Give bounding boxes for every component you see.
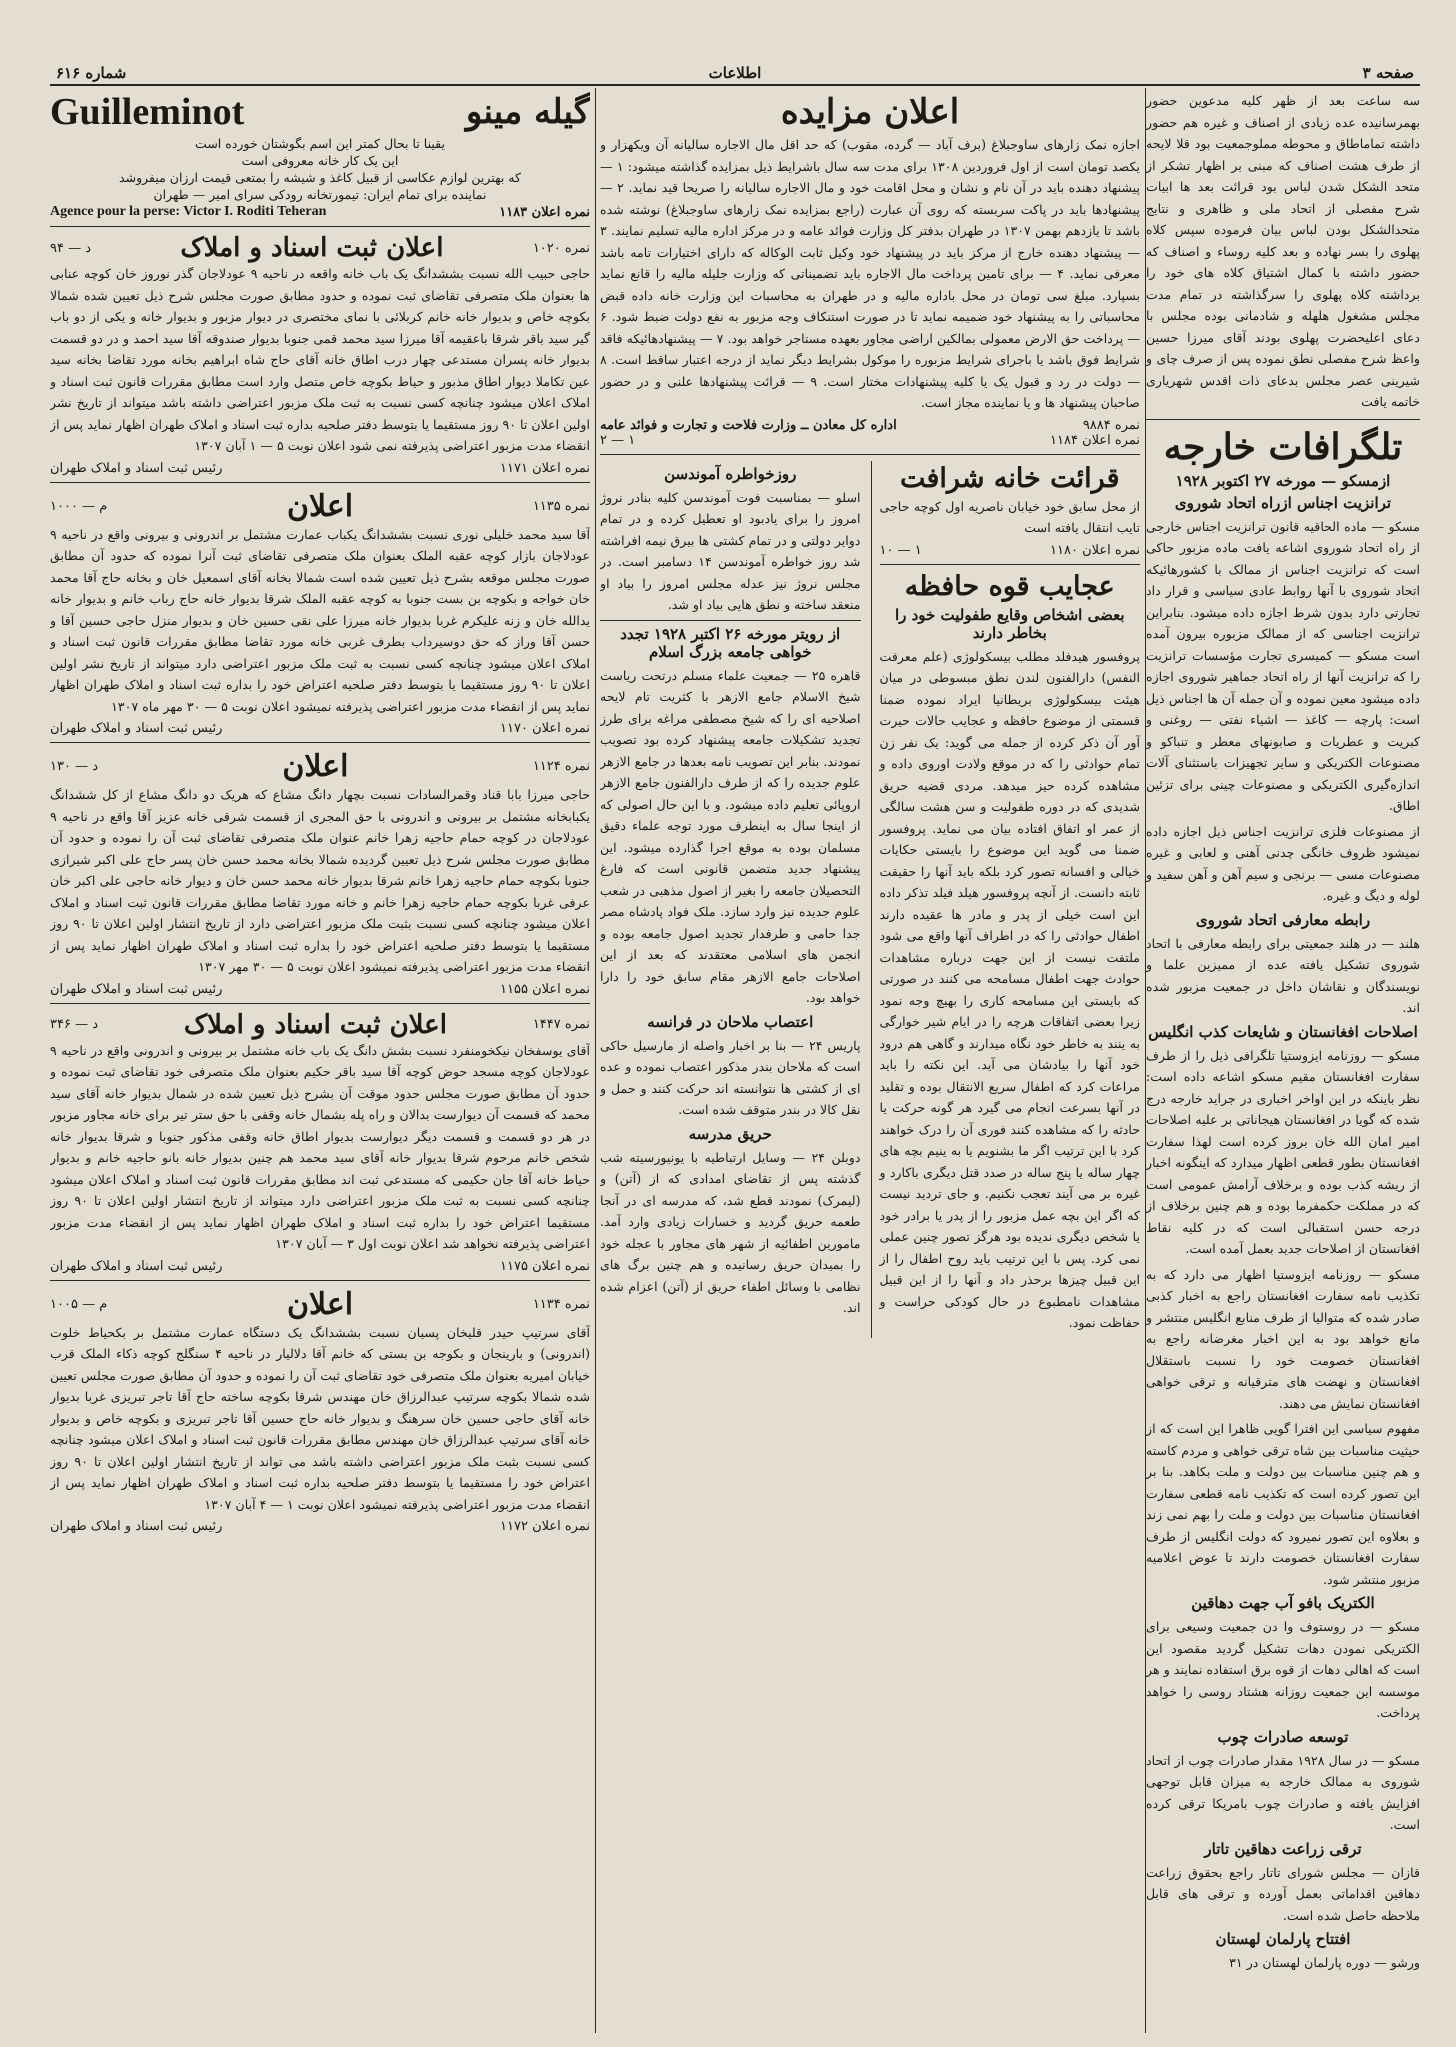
- afghanistan-headline: اصلاحات افغانستان و شایعات کذب انگلیس: [1148, 1022, 1418, 1041]
- sharafat-footer: [880, 543, 1141, 558]
- brand-persian: گیله مینو: [465, 92, 590, 132]
- transit-body: مسکو — ماده الحاقیه قانون ترانزیت اجناس خارجی از راه اتحاد شوروی اشاعه یافت ماده مزبور حاکی است که ترانزیت اجناس از ممالک با کشورهائیکه اتحاد شوروی با آنها روابط عادی سیاسی و قرار داد تجارتی دارد بدون شرط اجازه داده میشود. بنابراین ترانزیت اجناسی که از ممالک مزبوره بیرون آمده است مسکو — کمیسری تجارت مؤسسات ترانزیت را که ترانزیت آنها از راه اتحاد جماهیر شوروی اجازه داده میشود معین نموده و آن جمله آن ها اجناس ذیل است: پارچه — کاغذ — اشیاء نفتی — روغنی و کبریت و عطریات و صابونهای معطر و تنباکو و مصنوعات الکتریکی و سایر تجهیزات باستثنای آلات اندازه‌گیری الکتریکی و مصنوعات چینی برای تزئین اطاق.: [1146, 518, 1420, 813]
- brand-line-1: یقینا تا بحال کمتر این اسم بگوشتان خورده است: [195, 136, 445, 151]
- ad5-footer: [50, 1519, 590, 1534]
- ad2-signature: رئیس ثبت اسناد و املاک طهران: [50, 721, 223, 736]
- page-number: صفحه ۳: [1362, 64, 1414, 82]
- auction-title: اعلان مزایده: [780, 92, 960, 132]
- ad5-number: نمره ۱۱۳۴: [532, 1296, 590, 1312]
- ad2-footer: [50, 721, 590, 736]
- divider: [600, 454, 1140, 455]
- ad1-footer: [50, 461, 590, 476]
- electric-body: مسکو — در روستوف وا دن جمعیت وسیعی برای الکتریکی نمودن دهات تشکیل گردید مقصود این است که اهالی دهات از قوه برق استفاده نمایند و هر موسسه این جمعیت روزانه هشتاد روسی را خواهد پرداخت.: [1146, 1619, 1420, 1720]
- column-divider-left: [595, 88, 596, 2033]
- issue-number: شماره ۶۱۶: [56, 64, 127, 82]
- center-split: [600, 461, 1140, 1338]
- brand-line-4: نماینده برای تمام ایران: تیمورتخانه رودکی سرای امیر — طهران: [153, 187, 487, 202]
- center-column: [600, 90, 1140, 2033]
- brand-agency: Agence pour la perse: Victor I. Roditi Teheran: [50, 204, 327, 219]
- divider: [1146, 419, 1420, 420]
- timber-headline: توسعه صادرات چوب: [1217, 1727, 1349, 1746]
- ad3-signature: رئیس ثبت اسناد و املاک طهران: [50, 981, 223, 997]
- azhar-body: قاهره ۲۵ — جمعیت علماء مسلم درتحت ریاست شیخ الاسلام جامع الازهر با کثریت تام لایحه اصلاحیه ای را که شیخ مصطفی مراغه برای طرز تجدید تشکیلات جامعه پیشنهاد کرده بود تصویب نمودند. بنابر این تصویب نامه بعدها در جامع الازهر علوم جدیده را که از طرف دارالفنون جامع الازهر اروپائی تعلیم داده میشود. و با این حال اصولی که از اینجا سال به اینطرف مورد توجه علماء دقیق مسلمان بوده به موقع اجرا گذارده میشود. این پیشنهاد جدید متضمن قانونی است که فارغ التحصیلان جامعه را بغیر از اصول مذهبی در شعب علوم جدیده نیز وارد سازد. ملک فواد پادشاه مصر جدا حامی و طرفدار تجدید اصول جامعه بوده و انجمن های اسلامی معتقدند که بعد از این اصلاحات جامع الازهر مقام سابق خود را دارا خواهد بود.: [600, 667, 861, 1005]
- ad5-ad-number: نمره اعلان ۱۱۷۲: [500, 1519, 590, 1534]
- memory-body: پروفسور هیدفلد مطلب بیسکولوژی (علم معرفت النفس) دارالفنون لندن نطق مبسوطی در میان هیئت بیسکولوژی بریطانیا ایراد نموده ضمنا قسمتی از موضوع حافظه و عجایب حالات حیرت آور آن ذکر کرده از جمله می گوید: یک نفر زن تمام حوادثی را که در موقع ولادت اوروی داده و مشاهده کرده حیز میدهد. مردی قضیه حریق شدیدی که در دوره طفولیت و سن هشت سالگی از عمر او اتفاق افتاده بیان می نماید. پروفسور ضمنا می گوید این موضوع را بایستی حکایات خیالی و افسانه تصور کرد بلکه باید آنها را حقیقت ثابته دانست. از آنچه پروفسور هیلد فیلد تذکر داده این است خیلی از پدر و مادر ها عقیده دارند اطفال حوادثی را که در اطراف آنها واقع می شود ملتفت نیست از این جهت درباره مشاهدات حوادث جهت اطفال مسامحه می کنند در صورتی که بایستی این مسامحه کاری را بهیچ وجه نمود زیرا بعضی اتفاقات هرچه را در ایام شیر خوارگی به ینند به خاطر خود نگاه میدارند و گاهی هم درود خود آنها را بیادشان می آید. این نکته را باید مراعات کرد که اطفال سریع الانتقال بوده و تقلید در آنها بسرعت انجام می گیرد هر گونه حرکت یا حادثه را که مشاهده کنند فوری آن را درک خواهند کرد با این ترتیب اگر ما بشنویم یا به ینیم بچه های چهار ساله یا پنج ساله در صدد قتل دیگری باکارد و غیره بر می آیند تعجب نکنیم. و جای تردید نیست که اگر این بچه عمل مزبور را از پدر یا برادر خود یا شخص دیگری ندیده بود هرگز تصور چنین عملی نمی کرد. پس با این ترتیب باید روح اطفال را از این قبیل چیزها برحذر داد و آنها را از این قبیل مشاهدات نامطبوع در حال کودکی حراست و حفاظت نمود.: [879, 648, 1140, 1330]
- amundsen-headline: روزخواطره آموندسن: [664, 464, 797, 483]
- foreign-telegrams-title: تلگرافات خارجه: [1163, 425, 1403, 468]
- right-column: [1146, 90, 1420, 2033]
- afghanistan-body: مسکو — روزنامه ایزوستیا تلگرافی ذیل را از طرف سفارت افغانستان مقیم مسکو اشاعه داده است: نظر باینکه در این اواخر اخباری در جراید خارجه درج شده که گویا در افغانستان هیجاناتی بر علیه اصلاحات امیر امان الله خان بروز کرده است لهذا سفارت افغانستان بطور قطعی اظهار میدارد که اینگونه اخبار از ریشه کذب بوده و برخلاف آرامش عمومی است که در مملکت حکمفرما بوده و هم چنین برخلاف از درجه حسن استقبالی است که در کلیه نقاط افغانستان از اصلاحات جدید بعمل آمده است.: [1146, 1047, 1420, 1256]
- divider: [50, 1003, 590, 1004]
- ad2-header: [50, 489, 590, 524]
- auction-footer: [600, 418, 1140, 433]
- ad2-code: م — ۱۰۰۰: [50, 498, 108, 514]
- sharafat-ad-number: نمره اعلان ۱۱۸۰: [1050, 542, 1140, 558]
- memory-title: عجایب قوه حافظه: [904, 570, 1115, 602]
- memory-subtitle: بعضی اشخاص وقایع طفولیت خود را بخاطر دارند: [894, 605, 1125, 642]
- ad5-signature: رئیس ثبت اسناد و املاک طهران: [50, 1519, 223, 1534]
- masthead: [50, 62, 1420, 86]
- auction-body: اجازه نمک زارهای ساوجبلاغ (برف آباد — گرده، مقوب) که حد اقل مال الاجاره سالیانه آن ویکهزار و یکصد تومان است از اول فروردین ۱۳۰۸ برای مدت سه سال باشرایط ذیل بمزایده گذاشته میشود: ۱ — پیشنهاد دهنده باید در آن نام و نشان و محل اقامت خود و مال الاجاره سالیانه را صریحا قید نماید. ۲ — پیشنهادها باید در پاکت سربسته که روی آن عبارت (راجع بمزایده نمک زارهای ساوجبلاغ) نوشته شده باشد تا یازدهم بهمن ۱۳۰۷ در طهران بدفتر کل وزارت فوائد عامه و در مرکز اداره مالیه تسلیم نمایند. ۳ — پیشنهاد دهنده خارج از مرکز باید در پیشنهاد خود وکیل ثابت الوکاله که دارای اختیارات تامه باشد معرفی نماید. ۴ — برای تامین پرداخت مال الاجاره باید تضمیناتی که وزارت جلیله مالیه را قانع نماید بسپارد. مبلغ سی تومان در محل باداره مالیه و در طهران به محاسبات این وزارت خانه داده قبض محاسباتی را به پیشنهاد خود ضمیمه نماید تا در صورت استنکاف وجه مزبور به نفع دولت ضبط شود. ۶ — پرداخت حق الارض معمولی بمالکین اراضی مجاور بعهده مستاجر خواهد بود. ۷ — پیشنهادهائیکه فاقد شرایط فوق باشد یا باجرای شرایط مزبوره را موکول بشرایط دیگر نماید از درجه اعتبار ساقط است. ۸ — دولت در رد و قبول یک یا کلیه پیشنهادات مختار است. ۹ — قرائت پیشنهادها علنی و در حضور صاحبان پیشنهاد ها و یا نماینده مجاز است.: [600, 137, 1140, 410]
- ad4-title: اعلان ثبت اسناد و املاک: [183, 1009, 447, 1040]
- tatar-headline: ترقی زراعت دهاقین تاتار: [1204, 1839, 1362, 1858]
- ad3-code: د — ۱۳۰: [50, 759, 99, 774]
- auction-footer-2: [600, 433, 1140, 448]
- brand-footer: [50, 204, 590, 220]
- ad2-body: آقا سید محمد خلیلی نوری نسبت بششدانگ یکباب عمارت مشتمل بر اندرونی و بیرونی واقع در ناحیه ۹ عودلاجان بازار کوچه عقبه الملک بعنوان ملک متصرفی تقاضای ثبت آنرا نموده که حدود آن مطابق صورت مجلس موقعه بشرح ذیل تعیین شده است شمالا بخانه آقای اسمعیل خان و بخانه حاج آقا محمد خان خواجه و بکوچه بن بست جنوبا به کوچه عقبه الملک شرقا بدیوار خانه حاج رباب خانم و بدیوار خانه یدالله خان و زنه علیکرم غربا بدیوار خانه میرزا علی نقی حسین خان و بدیوار منزل حاجی حسین آقا و حسن آقا وراز که حق دوسیرداب بطرف غربی خانه مورد تقاضا مطابق مقررات قانون ثبت اسناد و املاک اعلان میشود چنانچه کسی نسبت به ثبت ملک مزبور اعتراضی دارد میتواند از تاریخ نشر اولین اعلان تا ۹۰ روز مستقیما یا بتوسط دفتر صلحیه اعتراض خود را بداره ثبت اسناد و املاک طهران اظهار نماید پس از انقضاء مدت مزبور اعتراضی پذیرفته نمیشود اعلان نوبت ۵ — ۳۰ مهر ماه ۱۳۰۷: [50, 526, 590, 714]
- strike-body: پاریس ۲۴ — بنا بر اخبار واصله از مارسیل حاکی است که ملاحان بندر مذکور اعتصاب نموده و عده ای از کشتی ها نتوانسته اند حرکت کنند و حمل و نقل کالا در بندر متوقف شده است.: [600, 1037, 861, 1117]
- timber-body: مسکو — در سال ۱۹۲۸ مقدار صادرات چوب از اتحاد شوروی به ممالک خارجه به میزان قابل توجهی افزایش یافته و صادرات چوب بامریکا ترقی کرده است.: [1146, 1752, 1420, 1832]
- afghanistan-body-2: مسکو — روزنامه ایزوستیا اظهار می دارد که به تکذیب نامه سفارت افغانستان راجع به اخبار کذبی صادر شده که متوالیا از طرف منابع انگلیس منتشر و مانع خواهد بود به این اخبار مغرضانه راجع به افغانستان خصومت خود را نسبت باستقلال افغانستان و نهضت های مترقیانه و ترقی خواهی افغانستان نمایش می دهند.: [1146, 1266, 1420, 1411]
- ad4-number: نمره ۱۴۴۷: [532, 1017, 590, 1032]
- cultural-link-headline: رابطه معارفی اتحاد شوروی: [1195, 910, 1371, 929]
- sharafat-body: از محل سابق خود خیابان ناصریه اول کوچه حاجی تایب انتقال یافته است: [879, 498, 1140, 535]
- center-right-sub: [871, 461, 1141, 1338]
- ad1-number: نمره ۱۰۲۰: [532, 240, 590, 256]
- ad5-body: آقای سرتیپ حیدر قلیخان پسیان نسبت بششدانگ یک دستگاه عمارت مشتمل بر بکحیاط خلوت (اندرونی) و بارینجان و بکوجه بن بستی که خانم آقا دلالیار در ناحیه ۴ سنگلج کوچه ذکاء الملک قرب خیابان امیریه بعنوان ملک متصرفی خود تقاضای ثبت آن را نموده و حدود آن مطابق صورت مجلس تعیین شده شمالا بکوچه سرتیپ عبدالرزاق خان مهندس شرقا بکوچه ساخته حاج آقا تاجر تبریزی غربا بدیوار خانه آقای حاجی حسین خان سرهنگ و بدیوار خانه حاج حسین آقا تاجر تبریزی و بکوچه خاص و بدیوار خانه آقای سرتیپ عبدالرزاق خان مهندس مطابق مقررات قانون ثبت اسناد و املاک اعلان میشود چنانچه کسی نسبت بثبت ملک مزبور اعتراضی داشته باشد می تواند از تاریخ انتشار اولین اعلان تا ۹۰ روز اعتراض خود را مستقیما یا بتوسط دفتر صلحیه بداره ثبت اسناد و املاک طهران اظهار نماید پس از انقضاء مدت مزبور اعتراضی پذیرفته نمیشود اعلان نوبت ۱ — ۴ آبان ۱۳۰۷: [50, 1324, 590, 1512]
- tatar-body: قازان — مجلس شورای تاتار راجع بحقوق زراعت دهاقین اقداماتی بعمل آورده و ترقی های قابل ملاحظه حاصل شده است.: [1146, 1864, 1420, 1923]
- ad3-ad-number: نمره اعلان ۱۱۵۵: [500, 981, 590, 997]
- brand-line-3: که بهترین لوازم عکاسی از قبیل کاغذ و شیشه را بمتعی قیمت ارزان میفروشد: [119, 170, 521, 185]
- divider: [50, 226, 590, 227]
- ad1-code: د — ۹۴: [50, 240, 92, 256]
- brand-ad-number: نمره اعلان ۱۱۸۳: [499, 204, 590, 220]
- ad3-footer: [50, 982, 590, 997]
- sharafat-title: قرائت خانه شرافت: [900, 462, 1120, 494]
- divider: [600, 620, 861, 621]
- ad2-title: اعلان: [286, 488, 354, 524]
- auction-number: نمره ۹۸۸۴: [1082, 417, 1140, 433]
- ad5-header: [50, 1287, 590, 1322]
- divider: [50, 742, 590, 743]
- brand-line-2: این یک کار خانه معروفی است: [241, 153, 399, 168]
- sharafat-dates: ۱ — ۱۰: [879, 542, 922, 558]
- ad5-title: اعلان: [286, 1286, 354, 1322]
- ad4-body: آقای یوسفخان نیکخومنفرد نسبت بشش دانگ یک باب خانه مشتمل بر بیرونی و اندرونی واقع در ناحیه ۹ عودلاجان کوچه مسجد حوض کوچه آقا سید باقر حکیم بعنوان ملک متصرفی خود تقاضای ثبت نموده و حدود آن مطابق صورت مجلس حدود موقت آن بشرح ذیل تعیین شده در شمال بدیوار خانه آقای سید محمد که قسمت آن دیوارست بدالان و راه پله بشمال خانه وقفی با حق ستر تیر برای خانه مجاور مزبور در هر دو قسمت و قسمت دیگر دیوارست بدیوار اطاق خانه وقفی مذکور جنوبا و شرقا بدیوار خانه شخص خانم مرحوم شرقا بدیوار خانه آقای سید محمد هم چنین بدیوار خانه بانو حاجیه خانم و بدیوار حیاط خانه آقا جان حکیمی که مستدعی ثبت اند مطابق مقررات قانون ثبت اسناد و املاک اعلان میشود چنانچه کسی نسبت به ثبت ملک مزبور اعتراضی دارد میتواند از تاریخ انتشار اولین اعلان تا ۹۰ روز مستقیما اعتراض خود را بداره ثبت اسناد و املاک طهران اظهار نماید پس از انقضاء مدت مزبور اعتراضی پذیرفته نخواهد شد اعلان نوبت اول ۳ — آبان ۱۳۰۷: [50, 1042, 590, 1251]
- divider: [880, 564, 1141, 565]
- center-left-sub: [600, 461, 861, 1338]
- electric-headline: الکتریک بافو آب جهت دهاقین: [1191, 1594, 1375, 1612]
- afghanistan-body-3: مفهوم سیاسی این افترا گویی ظاهرا این است که از حیثیت مناسبات بین شاه ترقی خواهی و مردم کاسته و هم چنین مناسبات بین دولت و ملت بکاهد. بنا بر این تصور کرده است که تکذیب نامه قطعی سفارت افغانستان مناسبات بین دولت و ملت را بهم نمی زند و بعلاوه این تصور نمیرود که دولت انگلیس از طرف سفارت افغانستان خصومت دارند تا عوض اعلامیه مزبور منتشر شود.: [1146, 1421, 1420, 1587]
- school-fire-body: دوبلن ۲۴ — وسایل ارتباطیه با یونیورسیته شب گذشته پس از تقاضای امدادی که از (آتن) و (لیمرک) نمودند قطع شد، که مدرسه ای در آنجا طعمه حریق گردید و خسارات زیادی وارد آمد. مامورین اطفائیه از شهر های مجاور با عجله خود را بمیدان حریق رسانیده و هم چنین برگ های نظامی با وسائل اطفاء حریق از (آتن) اعزام شده اند.: [600, 1149, 861, 1315]
- ad1-ad-number: نمره اعلان ۱۱۷۱: [500, 460, 590, 476]
- transit-body-2: از مصنوعات فلزی ترانزیت اجناس ذیل اجازه داده نمیشود ظروف خانگی چدنی آهنی و لعابی و غیره مصنوعات مسی — برنجی و سیم آهن و آهن سفید و لوله و دیگ و غیره.: [1146, 823, 1420, 903]
- ad2-number: نمره ۱۱۳۵: [532, 498, 590, 514]
- ad3-number: نمره ۱۱۲۴: [532, 759, 590, 774]
- intro-paragraph: سه ساعت بعد از ظهر کلیه مدعوین حضور بهمرسانیده عده زیادی از اصناف و غیره هم حضور داشته تماماطاق و محوطه مملوجمعیت بود قلا لایحه از طرف هشت اصناف که مبنی بر اظهار تشکر از متحد الشکل شدن لباس بود قرائت بعد ها ابیات شرح مفصلی از اتحاد ملی و ظاهری و نتایج متحدالشکل بودن لباس بیان فرموده سپس کلاه پهلوی را بسر نهاده و بعد کلیه روساء و اصناف که حضور داشته با کمال اشتیاق کلاه های خود را برداشته کلاه پهلوی را سرگذاشته در تمام مدت مجلس مشغول هلهله و شادمانی بوده مجلس با دعای اعلیحضرت پهلوی بودند آقای میرزا حسین واعظ شرح مفصلی نطق نموده پس از صرف چای و شیرینی عصر مجلس بدعای ذات اقدس شهریاری خاتمه یافت: [1146, 93, 1420, 409]
- ad5-code: م — ۱۰۰۵: [50, 1296, 108, 1312]
- ad1-title: اعلان ثبت اسناد و املاک: [180, 233, 444, 263]
- ad1-body: حاجی حبیب الله نسبت بششدانگ یک باب خانه واقعه در ناحیه ۹ عودلاجان گذر نوروز خان کوچه عنابی ها بعنوان ملک متصرفی تقاضای ثبت نموده و حدود مطابق صورت مجلس شرح ذیل تعیین شده شمالا بکوچه خاص و بدیوار خانه خانم کربلائی با نمای مختصری در دیوار مزبور و بدیوار خانه و یکی از دو باب گیر سید باقر شرقا باعقیمه آقا میرزا سید محمد قمی جنوبا بدیوار صندوقه آقا سید احمد و در دو قسمت بدیوار خانه پسران مستدعی چهار درب اطاق خانه آقای حاج شاه ابراهیم بخانه مورد تقاضا بخانه سید عین تکاملا دیوار اطاق مذبور و حیاط بکوچه خاص متصل وارد است مطابق مقررات قانون ثبت اسناد و املاک اعلان میشود چنانچه کسی نسبت به ثبت ملک مزبور اعتراضی داشته باشد میتواند از تاریخ نشر اولین اعلان تا ۹۰ روز مستقیما یا بتوسط دفتر صلحیه بداره ثبت اسناد و املاک طهران اظهار نماید پس از انقضاء مدت مزبور اعتراضی پذیرفته نمی شود اعلان نوبت ۵ — ۱ آبان ۱۳۰۷: [50, 266, 590, 453]
- ad4-footer: [50, 1259, 590, 1274]
- ad3-header: [50, 749, 590, 784]
- ad2-ad-number: نمره اعلان ۱۱۷۰: [500, 721, 590, 736]
- auction-dates: ۱ — ۲: [600, 432, 636, 448]
- brand-latin: Guilleminot: [50, 91, 245, 133]
- ad1-signature: رئیس ثبت اسناد و املاک طهران: [50, 460, 223, 476]
- amundsen-body: اسلو — بمناسبت فوت آموندسن کلیه بنادر نروژ امروز را برای یادبود او تعطیل کرده و در تمام دوایر دولتی و در تمام کشتی ها بیرق نیمه افراشته شد روز خواطره آموندسن ۱۴ دسامبر است. در مجلس نروژ نیز عدله مجلس امروز را بیاد او منعقد ساخته و نطق هایی بیاد او شد.: [600, 489, 861, 612]
- ad3-title: اعلان: [282, 749, 349, 784]
- poland-body: ورشو — دوره پارلمان لهستان در ۳۱: [1229, 1955, 1420, 1970]
- ad4-code: د — ۳۴۶: [50, 1017, 99, 1032]
- cultural-link-body: هلند — در هلند جمعیتی برای رابطه معارفی با اتحاد شوروی تشکیل یافته عده از ممیزین علما و نویسندگان و نقاشان داخل در جمعیت مزبور شده اند.: [1146, 935, 1420, 1015]
- strike-headline: اعتصاب ملاحان در فرانسه: [647, 1012, 814, 1031]
- ad4-ad-number: نمره اعلان ۱۱۷۵: [500, 1258, 590, 1274]
- poland-headline: افتتاح پارلمان لهستان: [1215, 1930, 1351, 1948]
- left-column: [50, 90, 590, 2033]
- ad4-header: [50, 1010, 590, 1040]
- azhar-headline: از رویتر مورخه ۲۶ اکتبر ۱۹۲۸ تجدد خواهی جامعه بزرگ اسلام: [620, 624, 841, 661]
- ad4-signature: رئیس ثبت اسناد و املاک طهران: [50, 1258, 223, 1274]
- divider: [50, 482, 590, 483]
- newspaper-name: اطلاعات: [708, 64, 762, 82]
- divider: [50, 1280, 590, 1281]
- guilleminot-ad-header: [50, 90, 590, 134]
- auction-ad-number: نمره اعلان ۱۱۸۴: [1050, 432, 1140, 448]
- school-fire-headline: حریق مدرسه: [688, 1124, 772, 1143]
- auction-office: اداره کل معادن ــ وزارت فلاحت و تجارت و فوائد عامه: [600, 417, 897, 433]
- ad3-body: حاجی میرزا بابا قناد وقمرالسادات نسبت بچهار دانگ مشاع که هریک دو دانگ مشاع از کل ششدانگ یکبابخانه مشتمل بر بیرونی و اندرونی با حق المجری از قسمت شرقی خانه عزیز آقا واقع در ناحیه ۹ عودلاجان در کوچه حمام حاجیه زهرا خانم عنوان ملک متصرفی تقاضای ثبت آن را نموده و حدود آن مطابق صورت مجلس شرح ذیل تعیین گردیده شمالا بخانه محمد حسن خان پسر حاج علی اکبر شیرازی جنوبا بکوچه حمام حاجیه زهرا خانم شرقا بدیوار خانه محمد حسن خان و دیوار خانه حاجی علی اکبر خان عرفی غربا بکوچه حمام حاجیه زهرا خانم و خانه مورد تقاضا مطابق مقررات قانون ثبت اسناد و املاک اعلان میشود چنانچه کسی نسبت بثبت ملک مزبور اعتراضی دارد از تاریخ انتشار اولین اعلان تا ۹۰ روز مستقیما یا بتوسط دفتر صلحیه اعتراض خود را بداره ثبت اسناد و املاک طهران اظهار نماید پس از انقضاء مدت مزبور اعتراضی پذیرفته نمیشود اعلان نوبت ۵ — ۳۰ مهر ۱۳۰۷: [50, 787, 590, 974]
- transit-headline: ترانزیت اجناس ازراه اتحاد شوروی: [1174, 493, 1392, 512]
- ad1-header: [50, 233, 590, 263]
- dateline: ازمسکو — مورخه ۲۷ اکتوبر ۱۹۲۸: [1175, 471, 1391, 490]
